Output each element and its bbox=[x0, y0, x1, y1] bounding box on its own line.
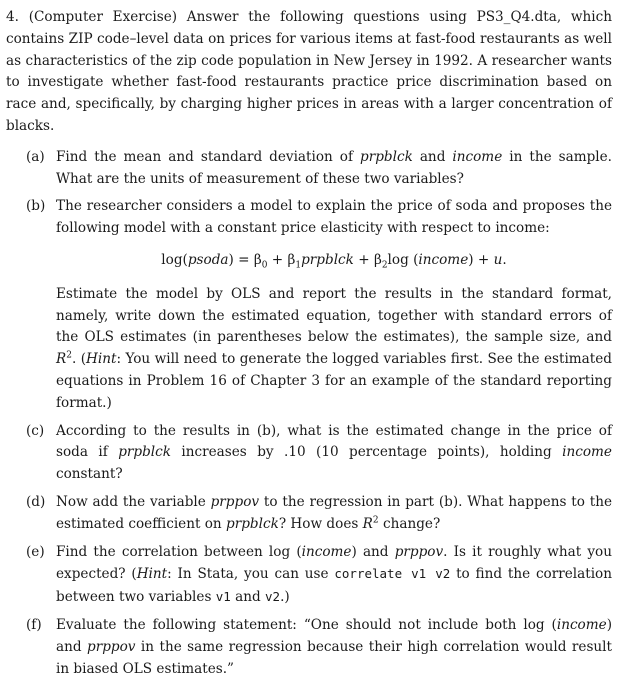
part-b-text: The researcher considers a model to explain the price of soda and proposes the following model with a constant price elasticity with respect to income: log(psoda) = $\beta_0$ + $\beta_1prpblck + \beta_2\log$ (income) + u. Estimate the model by OLS and report the results in the standard format, namely, write down the estimated equation, together with standard errors of the OLS estimates (in parentheses below the estimates), the sample size, and $R^2$. (Hint: You will need to generate the logged variables first. See the estimated equations in Problem 16 of Chapter 3 for an example of the standard reporting format.) bbox=[56, 196, 612, 414]
part-f-label: (f) bbox=[26, 616, 42, 633]
part-a bbox=[26, 147, 612, 191]
model-equation: log(psoda) = $\beta_0$ + $\beta_1prpblck + \beta_2\log$ (income) + u. bbox=[161, 251, 507, 271]
part-c-label: (c) bbox=[26, 422, 45, 439]
part-e bbox=[26, 542, 612, 609]
part-b bbox=[26, 196, 612, 414]
part-a-label: (a) bbox=[26, 148, 45, 165]
code-correlate: correlate v1 v2 bbox=[334, 566, 451, 582]
var-income: income bbox=[452, 148, 503, 165]
part-b-instructions: Estimate the model by OLS and report the results in the standard format, namely, write down the estimated equation, together with standard errors of the OLS estimates (in parentheses below the estimates), the sample size, and $R^2$. (Hint: You will need to generate the logged variables first. See the estimated equations in Problem 16 of Chapter 3 for an example of the standard reporting format.) bbox=[56, 285, 613, 411]
problem-4 bbox=[6, 7, 612, 686]
part-e-text: Find the correlation between log (income) and prppov. Is it roughly what you expected? (Hint: In Stata, you can use correlate v1 v2 to find the correlation between two variables v1 and v2.) bbox=[56, 543, 612, 606]
part-d-text: Now add the variable prppov to the regression in part (b). What happens to the estimated coefficient on prpblck? How does $R^2$ change? bbox=[56, 493, 612, 532]
parts-list bbox=[26, 147, 612, 681]
problem-number: 4. bbox=[6, 9, 19, 25]
part-f bbox=[26, 615, 612, 680]
part-f-text: Evaluate the following statement: “One should not include both log (income) and prppov in the same regression because their high correlation would result in biased OLS estimates.” bbox=[56, 616, 612, 677]
part-d-label: (d) bbox=[26, 493, 46, 510]
part-a-text: Find the mean and standard deviation of prpblck and income in the sample. What are the units of measurement of these two variables? bbox=[56, 148, 613, 187]
part-c-text: According to the results in (b), what is the estimated change in the price of soda if prpblck increases by .10 (10 percentage points), holding income constant? bbox=[56, 422, 612, 483]
part-b-label: (b) bbox=[26, 198, 46, 215]
part-e-label: (e) bbox=[26, 543, 45, 560]
part-c bbox=[26, 421, 612, 486]
problem-intro: (Computer Exercise) Answer the following questions using PS3_Q4.dta, which contains ZIP code–level data on prices for various items at fast-food restaurants as well as characteristics of the zip code population in New Jersey in 1992. A researcher wants to investigate whether fast-food restaurants practice price discrimination based on race and, specifically, by charging higher prices in areas with a larger concentration of blacks. bbox=[6, 9, 612, 134]
var-prpblck: prpblck bbox=[360, 148, 413, 165]
part-d bbox=[26, 492, 612, 536]
